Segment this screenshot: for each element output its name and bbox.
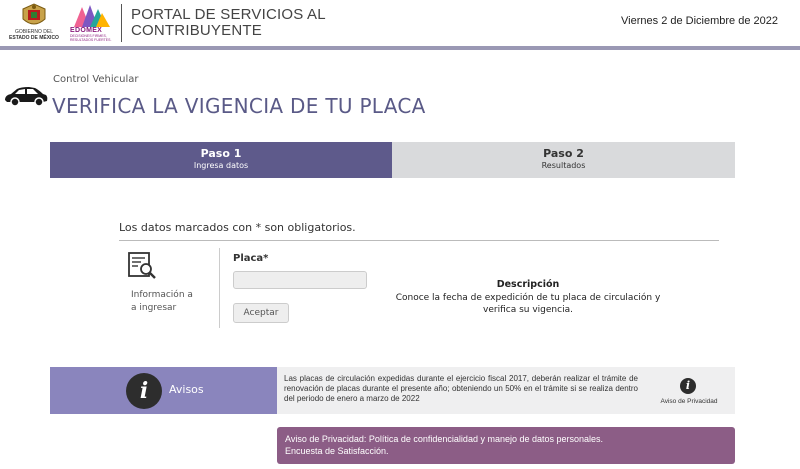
description-title: Descripción — [496, 279, 560, 290]
avisos-label: Avisos — [169, 383, 204, 396]
notice-text: Las placas de circulación expedidas durante el ejercicio fiscal 2017, deberán realizar el trámite de renovación de placas durante el presente año; obteniendo un 50% en el trámite si se realiza dentro del periodo de enero a marzo de 2022 — [284, 374, 638, 403]
header — [0, 0, 800, 46]
privacy-notice-link[interactable]: Aviso de Privacidad — [660, 398, 718, 405]
header-accent-bar — [0, 46, 800, 50]
satisfaction-survey-link[interactable]: Encuesta de Satisfacción. — [285, 446, 389, 456]
step-2[interactable] — [392, 142, 735, 178]
placa-label: Placa* — [233, 253, 269, 264]
info-label: Información a a ingresar — [131, 290, 193, 313]
government-logo-text: GOBIERNO DEL ESTADO DE MÉXICO — [9, 29, 59, 41]
state-seal-icon — [20, 3, 48, 29]
header-divider — [121, 4, 122, 42]
edomex-logo-icon — [72, 3, 112, 29]
step-2-subtitle: Resultados — [541, 161, 586, 170]
section-category: Control Vehicular — [53, 74, 139, 85]
form-divider — [119, 240, 719, 241]
form-vertical-divider — [219, 248, 220, 328]
step-1[interactable] — [50, 142, 392, 178]
privacy-policy-link[interactable]: Aviso de Privacidad: Política de confidencialidad y manejo de datos personales. — [285, 434, 604, 444]
header-date: Viernes 2 de Diciembre de 2022 — [621, 15, 778, 27]
car-icon — [3, 84, 49, 108]
step-2-title: Paso 2 — [543, 147, 584, 160]
step-1-title: Paso 1 — [200, 147, 242, 160]
privacy-info-icon[interactable]: i — [680, 378, 696, 394]
placa-input[interactable] — [233, 271, 367, 289]
step-1-subtitle: Ingresa datos — [193, 161, 249, 170]
required-fields-note: Los datos marcados con * son obligatorios. — [119, 221, 356, 234]
avisos-panel — [50, 367, 277, 414]
description-text: Conoce la fecha de expedición de tu placa de circulación y verifica su vigencia. — [395, 293, 661, 315]
edomex-logo-text: EDOMEX DECISIONES FIRMES, RESULTADOS FUERTES. — [70, 27, 112, 42]
portal-title: PORTAL DE SERVICIOS AL CONTRIBUYENTE — [131, 6, 326, 39]
info-icon: i — [126, 373, 162, 409]
page-title: VERIFICA LA VIGENCIA DE TU PLACA — [52, 94, 426, 118]
aceptar-button[interactable]: Aceptar — [233, 303, 289, 323]
form-search-icon — [127, 250, 157, 280]
